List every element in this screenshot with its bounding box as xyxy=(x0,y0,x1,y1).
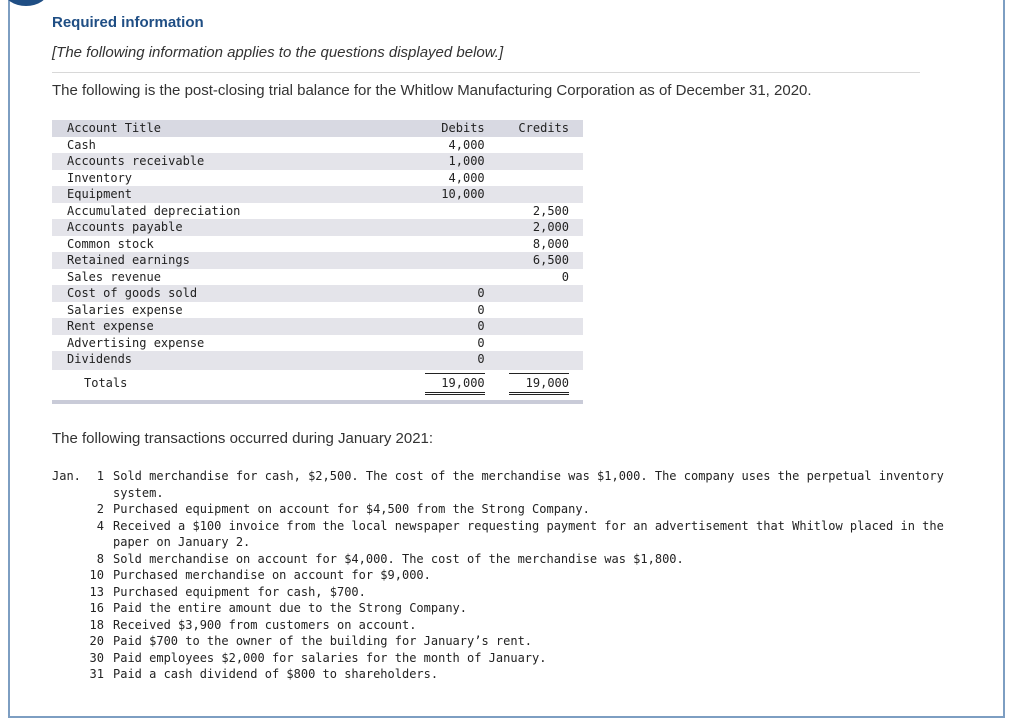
table-row xyxy=(52,170,583,187)
credit-cell: 6,500 xyxy=(487,252,583,269)
transaction-text: Paid the entire amount due to the Strong Company. xyxy=(113,601,468,615)
account-cell: Cash xyxy=(67,137,96,152)
transaction-day: 4 xyxy=(96,518,104,533)
account-cell: Accumulated depreciation xyxy=(67,203,241,218)
account-cell: Accounts payable xyxy=(52,219,411,236)
col-header-account: Account Title xyxy=(52,120,411,137)
trial-balance-table xyxy=(52,120,583,395)
intro-text: The following is the post-closing trial balance for the Whitlow Manufacturing Corporation as of December 31, 2020. xyxy=(52,82,812,99)
table-row xyxy=(52,269,583,286)
account-cell: Dividends xyxy=(52,351,411,370)
credit-cell xyxy=(487,335,583,352)
transaction-day: 1 xyxy=(96,469,104,483)
transaction-text: Received a $100 invoice from the local newspaper requesting payment for an advertisement that Whitlow placed in the paper on January 2. xyxy=(113,518,944,549)
transaction-item xyxy=(52,666,958,683)
account-cell: Equipment xyxy=(52,186,411,203)
table-footer-bar xyxy=(52,400,583,404)
transaction-item xyxy=(52,584,958,601)
account-cell: Retained earnings xyxy=(52,252,411,269)
table-row xyxy=(52,153,583,170)
table-row xyxy=(52,335,583,352)
account-cell: Salaries expense xyxy=(67,302,183,317)
info-note: [The following information applies to the questions displayed below.] xyxy=(52,44,504,61)
transaction-day: 16 xyxy=(89,601,104,615)
debit-cell: 0 xyxy=(411,318,487,335)
table-row xyxy=(52,203,583,220)
credit-cell xyxy=(487,351,583,370)
account-cell: Inventory xyxy=(67,170,133,185)
table-row xyxy=(52,302,583,319)
credit-cell xyxy=(487,318,583,335)
section-title: Required information xyxy=(52,14,204,31)
transaction-day: 10 xyxy=(89,568,104,582)
transaction-item xyxy=(52,633,958,650)
transaction-day: 20 xyxy=(89,634,104,648)
credit-cell xyxy=(487,186,583,203)
table-row xyxy=(52,285,583,302)
col-header-debits: Debits xyxy=(411,120,487,137)
transaction-text: Purchased equipment on account for $4,500 from the Strong Company. xyxy=(113,502,590,516)
totals-debit-cell xyxy=(411,370,487,395)
table-row xyxy=(52,219,583,236)
account-cell: Sales revenue xyxy=(67,269,161,284)
transaction-item xyxy=(52,551,958,568)
account-cell: Accounts receivable xyxy=(52,153,411,170)
transaction-text: Sold merchandise for cash, $2,500. The cost of the merchandise was $1,000. The company uses the perpetual inventory system. xyxy=(113,469,944,500)
transaction-day: 30 xyxy=(89,650,104,665)
transaction-day: 8 xyxy=(96,551,104,566)
account-cell: Advertising expense xyxy=(67,335,205,350)
table-row xyxy=(52,318,583,335)
transaction-text: Paid a cash dividend of $800 to shareholders. xyxy=(113,667,439,681)
table-row xyxy=(52,137,583,154)
debit-cell xyxy=(411,269,487,286)
transaction-text: Paid employees $2,000 for salaries for the month of January. xyxy=(113,650,547,665)
account-cell: Cost of goods sold xyxy=(52,285,411,302)
transaction-item xyxy=(52,650,958,667)
transaction-day: 18 xyxy=(89,617,104,632)
transaction-day: 2 xyxy=(96,502,104,516)
transaction-item xyxy=(52,501,958,518)
transaction-day: 31 xyxy=(89,667,104,681)
totals-credit: 19,000 xyxy=(509,373,569,395)
transactions-list xyxy=(52,468,958,683)
divider xyxy=(52,72,920,73)
credit-cell xyxy=(487,285,583,302)
corner-badge xyxy=(4,0,48,6)
credit-cell: 8,000 xyxy=(532,236,569,251)
debit-cell: 1,000 xyxy=(411,153,487,170)
account-cell: Common stock xyxy=(67,236,154,251)
transaction-text: Purchased equipment for cash, $700. xyxy=(113,584,366,599)
transaction-item xyxy=(52,600,958,617)
credit-cell: 0 xyxy=(561,269,569,284)
totals-label: Totals xyxy=(84,376,128,390)
debit-cell: 0 xyxy=(411,351,487,370)
debit-cell xyxy=(411,252,487,269)
totals-credit-cell xyxy=(487,370,583,395)
debit-cell: 10,000 xyxy=(411,186,487,203)
transaction-text: Paid $700 to the owner of the building for January’s rent. xyxy=(113,634,533,648)
credit-cell xyxy=(487,153,583,170)
debit-cell: 0 xyxy=(477,335,485,350)
credit-cell: 2,500 xyxy=(532,203,569,218)
transaction-item xyxy=(52,567,958,584)
table-row xyxy=(52,236,583,253)
transaction-text: Purchased merchandise on account for $9,000. xyxy=(113,568,431,582)
debit-cell: 4,000 xyxy=(448,137,485,152)
transaction-item xyxy=(52,518,958,551)
credit-cell xyxy=(487,302,583,319)
transaction-item xyxy=(52,617,958,634)
transaction-day: 13 xyxy=(89,584,104,599)
credit-cell xyxy=(487,170,583,187)
month-label: Jan. xyxy=(52,469,81,483)
debit-cell xyxy=(411,236,487,253)
transaction-text: Sold merchandise on account for $4,000. The cost of the merchandise was $1,800. xyxy=(113,551,684,566)
totals-row xyxy=(52,370,583,395)
credit-cell xyxy=(487,137,583,154)
debit-cell: 0 xyxy=(411,285,487,302)
table-row xyxy=(52,252,583,269)
transactions-heading: The following transactions occurred during January 2021: xyxy=(52,430,434,447)
totals-debit: 19,000 xyxy=(425,373,485,395)
debit-cell: 0 xyxy=(477,302,485,317)
transaction-text: Received $3,900 from customers on account. xyxy=(113,617,417,632)
table-header-row xyxy=(52,120,583,137)
debit-cell xyxy=(411,219,487,236)
credit-cell: 2,000 xyxy=(487,219,583,236)
debit-cell: 4,000 xyxy=(448,170,485,185)
debit-cell xyxy=(411,203,487,220)
transaction-item xyxy=(52,468,958,501)
account-cell: Rent expense xyxy=(52,318,411,335)
col-header-credits: Credits xyxy=(487,120,583,137)
table-row xyxy=(52,186,583,203)
table-row xyxy=(52,351,583,370)
